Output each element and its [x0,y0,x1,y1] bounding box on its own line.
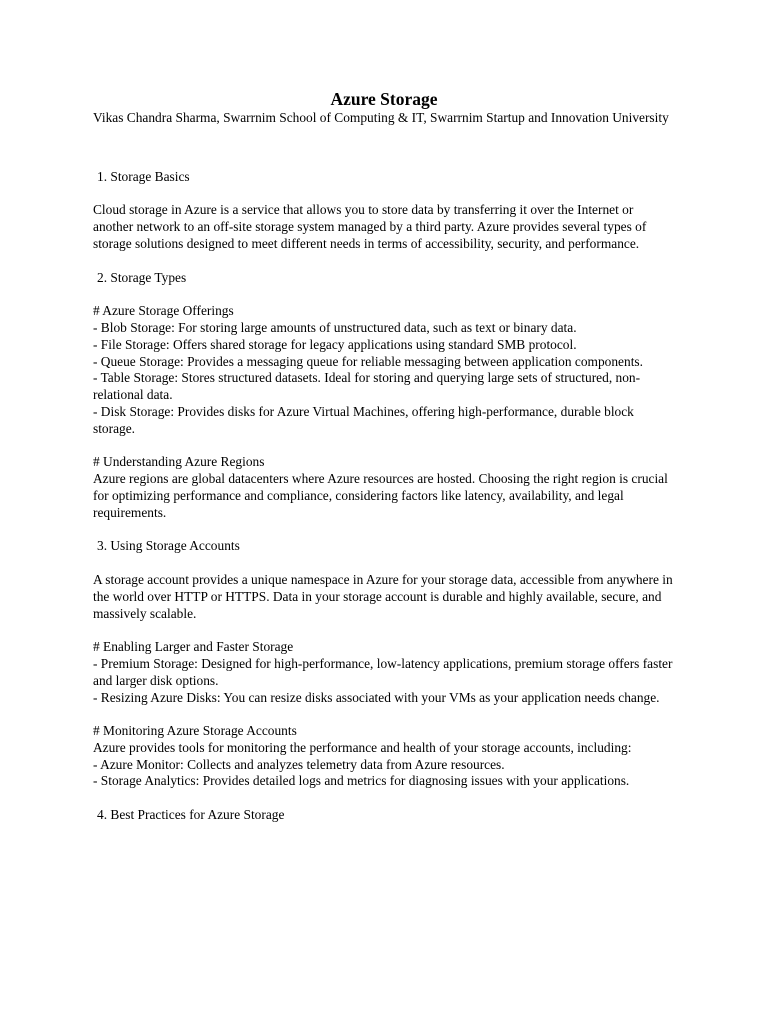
offering-item-blob: - Blob Storage: For storing large amounts of unstructured data, such as text or binary data. [93,319,577,335]
larger-storage-item-resizing: - Resizing Azure Disks: You can resize disks associated with your VMs as your application needs change. [93,689,660,705]
section-heading-storage-basics: 1. Storage Basics [97,168,190,184]
author-affiliation: Vikas Chandra Sharma, Swarrnim School of Computing & IT, Swarrnim Startup and Innovation University [93,110,669,125]
storage-accounts-paragraph: A storage account provides a unique namespace in Azure for your storage data, accessible from anywhere in the world over HTTP or HTTPS. Data in your storage account is durable and highly available, secure, and massively scalable. [93,571,673,621]
storage-basics-paragraph: Cloud storage in Azure is a service that allows you to store data by transferring it over the Internet or another network to an off-site storage system managed by a third party. Azure provides several types of storage solutions designed to meet different needs in terms of accessibility, security, and performance. [93,202,647,251]
subheading-storage-offerings: # Azure Storage Offerings [93,303,234,319]
document-page [93,88,675,824]
monitoring-item-storage-analytics: - Storage Analytics: Provides detailed logs and metrics for diagnosing issues with your applications. [93,773,630,789]
offering-item-disk: - Disk Storage: Provides disks for Azure Virtual Machines, offering high-performance, durable block storage. [93,403,634,436]
offering-item-queue: - Queue Storage: Provides a messaging queue for reliable messaging between application components. [93,353,643,369]
section-heading-storage-types: 2. Storage Types [97,269,187,285]
document-title: Azure Storage [330,89,438,109]
subheading-larger-faster-storage: # Enabling Larger and Faster Storage [93,639,294,655]
monitoring-item-azure-monitor: - Azure Monitor: Collects and analyzes telemetry data from Azure resources. [93,756,505,772]
monitoring-intro: Azure provides tools for monitoring the performance and health of your storage accounts, including: [93,739,632,755]
section-heading-best-practices: 4. Best Practices for Azure Storage [97,807,285,823]
larger-storage-item-premium: - Premium Storage: Designed for high-performance, low-latency applications, premium storage offers faster and larger disk options. [93,655,673,688]
spacer [93,127,675,169]
offering-item-table: - Table Storage: Stores structured datasets. Ideal for storing and querying large sets of structured, non-relational data. [93,370,641,403]
subheading-monitoring: # Monitoring Azure Storage Accounts [93,723,297,739]
azure-regions-paragraph: Azure regions are global datacenters where Azure resources are hosted. Choosing the right region is crucial for optimizing performance and compliance, considering factors like latency, availability, and legal requirements. [93,471,668,520]
section-heading-storage-accounts: 3. Using Storage Accounts [97,538,240,554]
subheading-azure-regions: # Understanding Azure Regions [93,454,265,470]
offering-item-file: - File Storage: Offers shared storage for legacy applications using standard SMB protocol. [93,336,577,352]
